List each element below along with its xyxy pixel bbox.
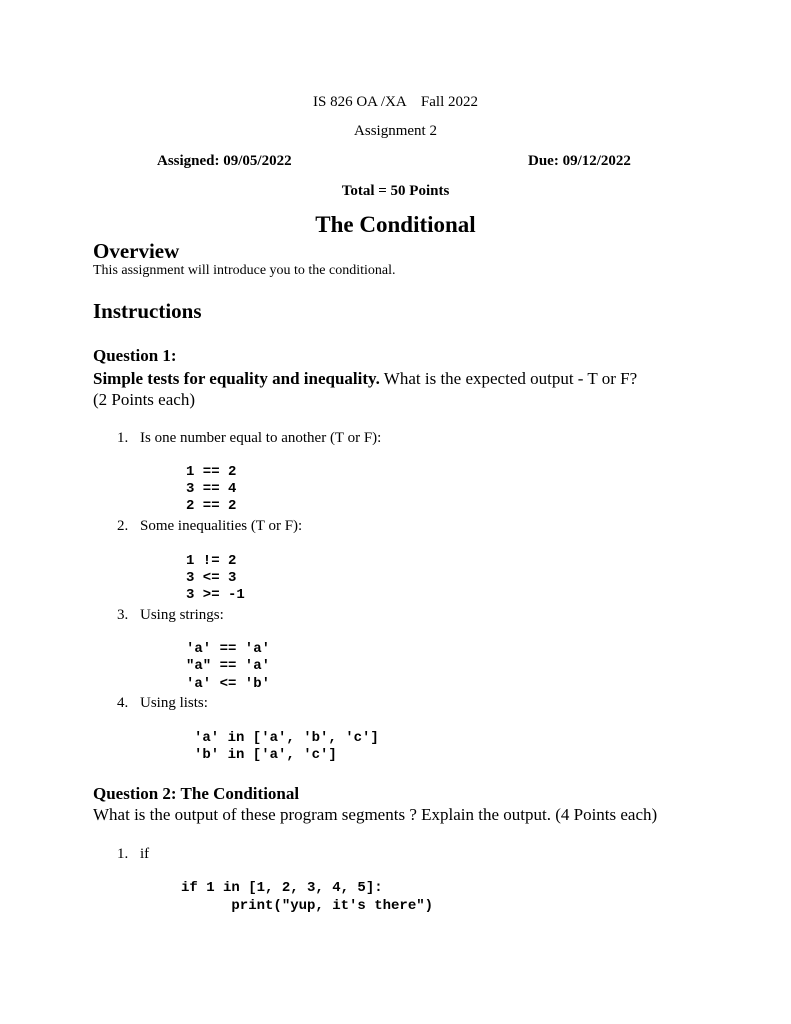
q2-item-number: 1. (117, 846, 129, 862)
overview-text: This assignment will introduce you to the conditional. (93, 263, 396, 278)
code-line: 'b' in ['a', 'c'] (194, 747, 337, 763)
due-date: Due: 09/12/2022 (528, 153, 631, 169)
code-line: 3 == 4 (186, 481, 237, 497)
question2-heading: Question 2: The Conditional (93, 784, 300, 803)
question1-points: (2 Points each) (93, 390, 195, 409)
q1-item-label: Using strings: (140, 607, 224, 623)
question1-heading: Question 1: (93, 346, 177, 365)
code-line: 1 != 2 (186, 553, 237, 569)
q1-item-number: 3. (117, 607, 129, 623)
code-line: 2 == 2 (186, 498, 237, 514)
q1-item-label: Is one number equal to another (T or F): (140, 430, 382, 446)
course-line: IS 826 OA /XA Fall 2022 (312, 94, 478, 110)
question1-subheading-rest: What is the expected output - T or F? (379, 369, 638, 388)
total-points: Total = 50 Points (341, 183, 450, 199)
question1-subheading (93, 369, 637, 389)
q1-item-number: 2. (117, 518, 129, 534)
code-line: 3 <= 3 (186, 570, 237, 586)
instructions-heading: Instructions (93, 299, 202, 323)
question2-text: What is the output of these program segments ? Explain the output. (4 Points each) (93, 805, 658, 824)
code-line: 'a' <= 'b' (186, 676, 271, 692)
q1-item-label: Using lists: (140, 695, 208, 711)
code-line: 1 == 2 (186, 464, 237, 480)
code-line: "a" == 'a' (186, 658, 271, 674)
q2-item-label: if (140, 846, 150, 862)
code-line: 'a' == 'a' (186, 641, 271, 657)
question1-subheading-bold: Simple tests for equality and inequality. (93, 369, 380, 388)
code-line: if 1 in [1, 2, 3, 4, 5]: (181, 880, 383, 896)
assigned-date: Assigned: 09/05/2022 (157, 153, 292, 169)
q1-item-number: 4. (117, 695, 129, 711)
code-line: 'a' in ['a', 'b', 'c'] (194, 730, 379, 746)
code-line: 3 >= -1 (186, 587, 245, 603)
q1-item-number: 1. (117, 430, 129, 446)
overview-heading: Overview (93, 239, 180, 263)
assignment-number: Assignment 2 (354, 123, 437, 139)
code-line: print("yup, it's there") (181, 898, 434, 914)
page-title: The Conditional (315, 212, 476, 237)
q1-item-label: Some inequalities (T or F): (140, 518, 303, 534)
